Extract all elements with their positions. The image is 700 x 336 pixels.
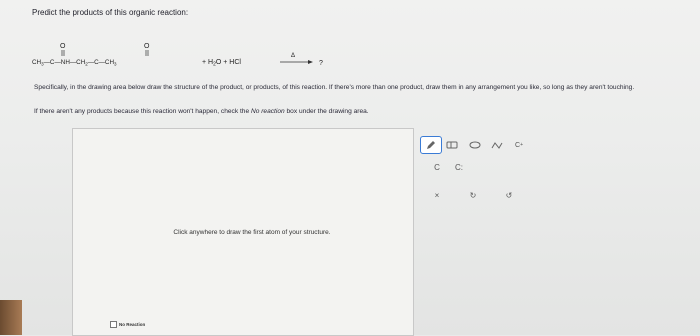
svg-text:?: ? (319, 60, 323, 67)
reactant-structure (32, 40, 362, 72)
drawing-hint: Click anywhere to draw the first atom of your structure. (173, 229, 331, 236)
checkbox-box[interactable] (110, 321, 117, 328)
charge-plus-button[interactable]: C + (515, 141, 523, 149)
question-title: Predict the products of this organic reaction: (32, 8, 189, 17)
svg-text:O: O (144, 43, 150, 50)
no-reaction-checkbox[interactable] (110, 321, 145, 328)
carbon-radical-button[interactable]: C (434, 162, 440, 172)
instructions-text: Specifically, in the drawing area below draw the structure of the product, or products, of this reaction. If there's more than one product, draw them in any arrangement you like, so long as they aren't touching. (34, 84, 635, 91)
no-reaction-label: No Reaction (119, 322, 146, 327)
svg-text:CH3—C—NH—CH2—C—CH3: $CH_3—C—NH—CH_2—C—CH_3$ (32, 59, 117, 67)
eraser-icon[interactable] (442, 136, 464, 154)
bond-icon[interactable] (486, 136, 508, 154)
redo-icon[interactable]: ↻ (469, 190, 477, 200)
undo-icon[interactable]: ↺ (505, 190, 513, 200)
drawing-toolbar (420, 136, 576, 210)
background-object (0, 300, 22, 335)
svg-text:+ H2O + HCl: + $H_2O$ + HCl (202, 59, 241, 68)
pencil-icon[interactable] (420, 136, 442, 154)
ring-icon[interactable] (464, 136, 486, 154)
carbon-lone-pair-button[interactable]: C: (455, 162, 463, 172)
svg-text:Δ: Δ (291, 53, 296, 59)
reaction-equation (32, 40, 452, 70)
svg-text:O: O (60, 43, 66, 50)
instructions-no-reaction: If there aren't any products because this reaction won't happen, check the No reaction box under the drawing area. (34, 108, 369, 115)
clear-button[interactable]: × (434, 190, 440, 200)
